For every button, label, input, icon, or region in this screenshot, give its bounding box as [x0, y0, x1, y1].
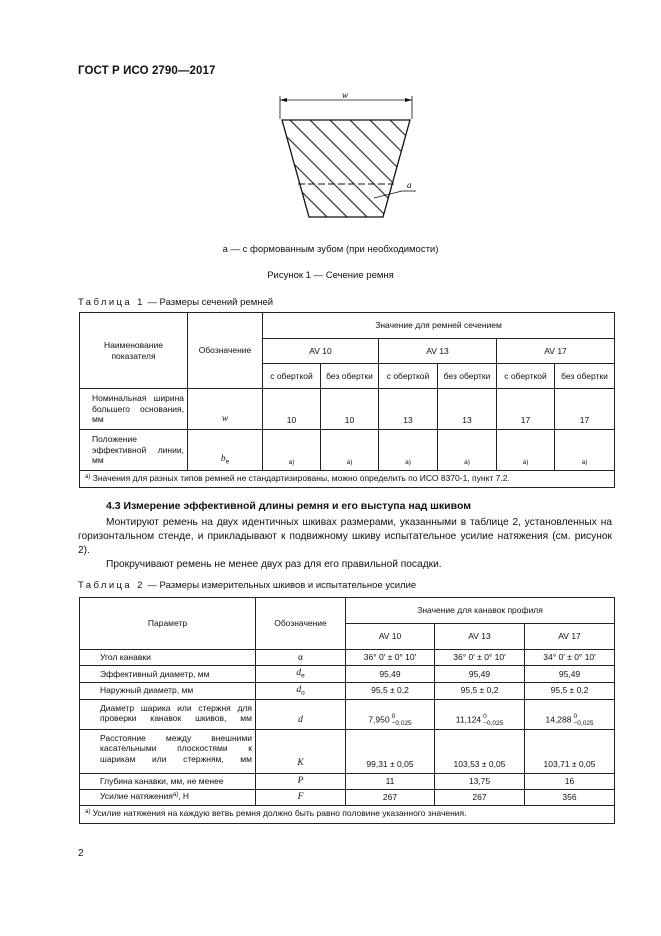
table2-caption [78, 580, 416, 591]
belt-section-figure [270, 90, 420, 235]
cell-value: 103,53 ± 0,05 [435, 729, 525, 773]
row-label: Номинальная ширина большего основания, мм [80, 389, 188, 430]
table1-footnote [80, 471, 615, 488]
tolerance-upper: 0 [573, 712, 578, 720]
tolerance-lower: −0,025 [391, 719, 412, 727]
cell-value: 267 [346, 789, 435, 805]
row-label: Положение эффективной линии, мм [80, 430, 188, 471]
annotation-a-label: a [407, 180, 412, 190]
cell-tolerance [392, 713, 412, 727]
paragraph: Прокручивают ремень не менее двух раз для его правильной посадки. [106, 559, 442, 570]
table-row [80, 729, 615, 773]
tolerance-upper: 0 [483, 712, 487, 720]
cell-value: 17 [555, 389, 615, 430]
table-row [80, 773, 615, 789]
cell-value: 95,49 [346, 666, 435, 683]
cell-value: 16 [525, 773, 615, 789]
cell-value: 13,75 [435, 773, 525, 789]
cell-value [435, 699, 525, 729]
cell-value [525, 699, 615, 729]
row-label: Расстояние между внешними касательными плоскостями к шарикам или стержням, мм [80, 729, 256, 773]
table1-header-wrap: с оберткой [497, 364, 555, 389]
row-symbol: K [297, 757, 304, 768]
row-label: Эффективный диаметр, мм [80, 666, 256, 683]
table1-header-param: Наименование показателя [80, 313, 188, 389]
cell-nominal: 11,124 [455, 713, 482, 724]
table1-header-nowrap: без обертки [438, 364, 497, 389]
cell-tolerance [483, 713, 503, 727]
cell-value: 95,49 [435, 666, 525, 683]
figure-note: a — с формованным зубом (при необходимости) [222, 244, 439, 255]
table1-header-nowrap: без обертки [321, 364, 379, 389]
row-symbol: α [256, 650, 346, 666]
cell-value: a) [263, 430, 321, 471]
footnote-mark: a) [85, 809, 91, 816]
table1-caption-title: — Размеры сечений ремней [144, 297, 274, 308]
table1-header-section: AV 10 [263, 339, 379, 364]
row-symbol-sub: e [225, 458, 230, 466]
paragraph: Монтируют ремень на двух идентичных шкивах размерами, указанными в таблице 2, установленных на горизонтальном стенде, и прикладывают к подвижному шкиву испытательное усилие натяжения (см. рисунок 2). [78, 517, 612, 556]
cell-nominal: 7,950 [368, 713, 390, 724]
row-symbol: d [296, 684, 302, 695]
cell-value: 95,5 ± 0,2 [435, 682, 525, 699]
document-header: ГОСТ Р ИСО 2790—2017 [78, 65, 216, 77]
section-heading: 4.3 Измерение эффективной длины ремня и его выступа над шкивом [106, 500, 471, 512]
cell-value: a) [379, 430, 438, 471]
row-label-unit: , Н [178, 791, 190, 802]
table1-header-symbol: Обозначение [188, 313, 263, 389]
table1 [79, 312, 615, 488]
row-symbol-sub: e [301, 672, 305, 680]
tolerance-lower: −0,025 [483, 719, 504, 727]
table1-header-section: AV 13 [379, 339, 497, 364]
cell-value: a) [438, 430, 497, 471]
table-row [80, 666, 615, 683]
table1-header-nowrap: без обертки [555, 364, 615, 389]
table2-header-symbol: Обозначение [256, 598, 346, 650]
row-label: Наружный диаметр, мм [80, 682, 256, 699]
table1-header-values: Значение для ремней сечением [263, 313, 615, 339]
cell-value: 356 [525, 789, 615, 805]
table1-caption [78, 297, 273, 308]
cell-value: a) [555, 430, 615, 471]
row-label [80, 789, 256, 805]
cell-value: 36° 0′ ± 0° 10′ [435, 650, 525, 666]
table2-caption-number: Таблица 2 [78, 580, 145, 591]
row-label: Глубина канавки, мм, не менее [80, 773, 256, 789]
tolerance-upper: 0 [391, 712, 396, 720]
cell-value: a) [321, 430, 379, 471]
row-symbol: d [298, 714, 303, 725]
cell-value: 17 [497, 389, 555, 430]
table-row [80, 650, 615, 666]
footnote-text: Значения для разных типов ремней не стандартизированы, можно определить по ИСО 8370-1, пункт 7.2. [92, 473, 510, 484]
table2 [79, 597, 615, 824]
cell-value: 103,71 ± 0,05 [525, 729, 615, 773]
row-symbol-sub: o [301, 689, 305, 697]
cell-value: 10 [321, 389, 379, 430]
table2-header-profile: AV 13 [435, 624, 525, 650]
cell-value: 99,31 ± 0,05 [346, 729, 435, 773]
table1-header-section: AV 17 [497, 339, 615, 364]
cell-tolerance [573, 713, 593, 727]
cell-value: 36° 0′ ± 0° 10′ [346, 650, 435, 666]
table2-header-profile: AV 17 [525, 624, 615, 650]
footnote-text: Усилие натяжения на каждую ветвь ремня должно быть равно половине указанного значения. [92, 808, 467, 819]
belt-section-drawing [270, 90, 420, 230]
figure-caption: Рисунок 1 — Сечение ремня [267, 270, 394, 281]
page-number: 2 [78, 848, 84, 859]
table-row [80, 389, 615, 430]
table1-caption-number: Таблица 1 [78, 297, 145, 308]
row-symbol: b [220, 454, 226, 465]
table1-header-wrap: с оберткой [263, 364, 321, 389]
row-symbol: w [221, 414, 229, 425]
row-label-mark: a) [172, 792, 179, 799]
table-row [80, 682, 615, 699]
section-body [78, 516, 612, 572]
cell-value: 95,5 ± 0,2 [525, 682, 615, 699]
cell-value: 95,5 ± 0,2 [346, 682, 435, 699]
table2-header-values: Значение для канавок профиля [346, 598, 615, 624]
row-label-text: Усилие натяжения [100, 791, 173, 802]
table-row [80, 699, 615, 729]
table2-caption-title: — Размеры измерительных шкивов и испытательное усилие [144, 580, 417, 591]
row-label: Диаметр шарика или стержня для проверки канавок шкивов, мм [80, 699, 256, 729]
cell-value: a) [497, 430, 555, 471]
table-row [80, 789, 615, 805]
section-hatching [270, 120, 420, 220]
cell-value: 13 [438, 389, 497, 430]
table2-header-param: Параметр [80, 598, 256, 650]
footnote-mark: a) [85, 474, 91, 481]
cell-value: 95,49 [525, 666, 615, 683]
cell-value: 11 [346, 773, 435, 789]
cell-nominal: 14,288 [545, 713, 572, 724]
row-label: Угол канавки [80, 650, 256, 666]
dimension-w-label: w [342, 90, 349, 100]
tolerance-lower: −0,025 [573, 719, 594, 727]
table1-header-wrap: с оберткой [379, 364, 438, 389]
cell-value [346, 699, 435, 729]
cell-value: 10 [263, 389, 321, 430]
cell-value: 13 [379, 389, 438, 430]
table2-footnote [80, 805, 615, 823]
table-row [80, 430, 615, 471]
row-symbol: d [296, 668, 302, 678]
table2-header-profile: AV 10 [346, 624, 435, 650]
cell-value: 34° 0′ ± 0° 10′ [525, 650, 615, 666]
cell-value: 267 [435, 789, 525, 805]
row-symbol: P [297, 775, 304, 786]
row-symbol: F [297, 791, 304, 802]
